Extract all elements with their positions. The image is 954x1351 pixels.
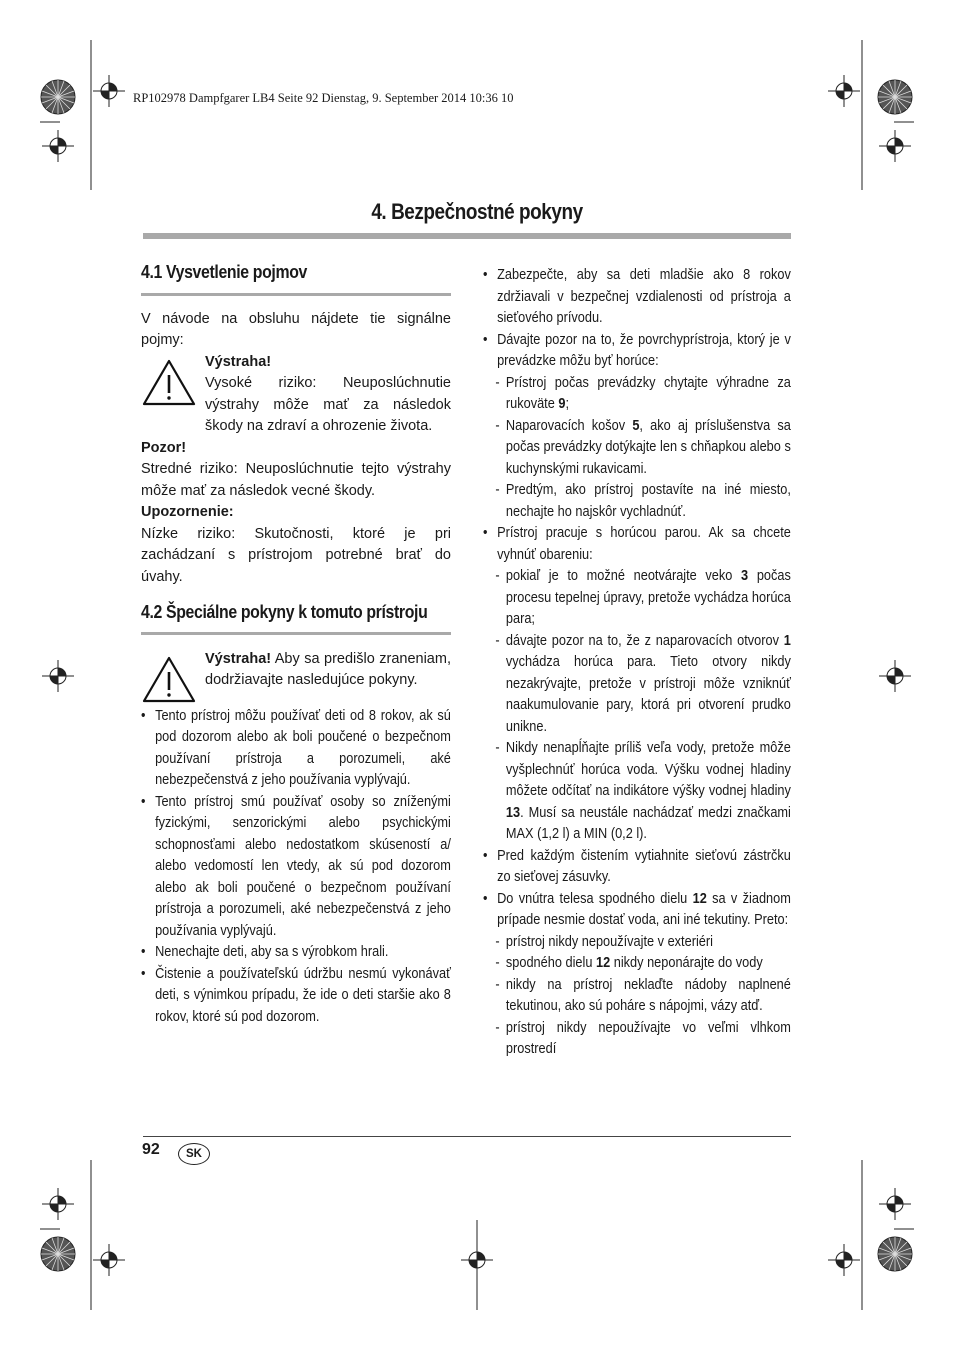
list-item: • Do vnútra telesa spodného dielu 12 sa v žiadnom prípade nesmie dostať voda, ani iné tekutiny. Preto:	[483, 889, 791, 932]
s41-warning-label: Výstraha!	[205, 353, 272, 370]
title-rule	[143, 233, 791, 239]
left-column	[141, 262, 451, 1028]
s41-note-text: Nízke riziko: Skutočnosti, ktoré je pri zachádzaní s prístrojom potrebné brať do úvahy.	[141, 525, 451, 585]
section-4-2-heading: 4.2 Špeciálne pokyny k tomuto prístroju	[141, 602, 428, 622]
list-item: • Nenechajte deti, aby sa s výrobkom hrali.	[141, 942, 451, 964]
list-subitem: - prístroj nikdy nepoužívajte v exteriéri	[483, 932, 791, 954]
warning-triangle-icon	[141, 358, 197, 408]
list-subitem: - nikdy na prístroj neklaďte nádoby naplnené tekutinou, ako sú poháre s nápojmi, vázy atď.	[483, 975, 791, 1018]
warning-triangle-icon	[141, 655, 197, 705]
s42-bullet-list	[141, 706, 451, 1029]
right-column	[483, 265, 791, 1061]
s42-warning-label: Výstraha!	[205, 650, 272, 667]
list-item: • Zabezpečte, aby sa deti mladšie ako 8 rokov zdržiavali v bezpečnej vzdialenosti od prístroja a sieťového prívodu.	[483, 265, 791, 330]
list-subitem: - spodného dielu 12 nikdy neponárajte do vody	[483, 953, 791, 975]
list-item: • Tento prístroj smú používať osoby so zníženými fyzickými, senzorickými alebo psychickými schopnosťami alebo nedostatkom skúseností a/ alebo vedomostí len vtedy, ak sú pod dozorom alebo ak boli poučené o bezpečnom používaní prístroja a porozumeli, aké nebezpečenstvá z jeho používania vyplývajú.	[141, 792, 451, 943]
section-4-1-heading: 4.1 Vysvetlenie pojmov	[141, 262, 307, 282]
footer-rule	[143, 1136, 791, 1137]
list-subitem: - Nikdy nenapĺňajte príliš veľa vody, pretože môže vyšplechnúť horúca voda. Výšku vodnej hladiny môžete odčítať na indikátore výšky vodnej hladiny 13. Musí sa neustále nachádzať medzi značkami MAX (1,2 l) a MIN (0,2 l).	[483, 738, 791, 846]
list-subitem: - Predtým, ako prístroj postavíte na iné miesto, nechajte ho najskôr vychladnúť.	[483, 480, 791, 523]
list-item: • Prístroj pracuje s horúcou parou. Ak sa chcete vyhnúť obareniu:	[483, 523, 791, 566]
s41-caution-label: Pozor!	[141, 439, 187, 456]
list-item: • Dávajte pozor na to, že povrchyprístroja, ktorý je v prevádzke môžu byť horúce:	[483, 330, 791, 373]
list-item: • Pred každým čistením vytiahnite sieťovú zástrčku zo sieťovej zásuvky.	[483, 846, 791, 889]
list-subitem: - Prístroj počas prevádzky chytajte výhradne za rukoväte 9;	[483, 373, 791, 416]
list-subitem: - prístroj nikdy nepoužívajte vo veľmi vlhkom prostredí	[483, 1018, 791, 1061]
page-title: 4. Bezpečnostné pokyny	[371, 199, 583, 224]
section-rule	[141, 632, 451, 635]
list-item: • Tento prístroj môžu používať deti od 8 rokov, ak sú pod dozorom alebo ak boli poučené o bezpečnom používaní prístroja a porozumeli, aké nebezpečenstvá z jeho používania vyplývajú.	[141, 706, 451, 792]
s41-warning-text: Vysoké riziko: Neuposlúchnutie výstrahy môže mať za následok škody na zdraví a ohrozenie života.	[205, 375, 451, 434]
s41-intro: V návode na obsluhu nájdete tie signálne pojmy:	[141, 310, 451, 348]
warning-block	[141, 649, 451, 705]
list-subitem: - Naparovacích košov 5, ako aj príslušenstva sa počas prevádzky dotýkajte len s chňapkou alebo s kuchynskými rukavicami.	[483, 416, 791, 481]
language-badge: SK	[178, 1143, 210, 1165]
warning-block	[141, 352, 451, 438]
s42-warning-text: Aby sa predišlo zraneniam, dodržiavajte nasledujúce pokyny.	[205, 650, 451, 688]
section-rule	[141, 293, 451, 296]
s41-caution-text: Stredné riziko: Neuposlúchnutie tejto výstrahy môže mať za následok vecné škody.	[141, 461, 451, 499]
page-number: 92	[142, 1141, 160, 1158]
list-subitem: - dávajte pozor na to, že z naparovacích otvorov 1 vychádza horúca para. Tieto otvory nikdy nezakrývajte, pretože v prístroji môže vzniknúť naakumulovanie pary, ktorá pri otvorení prudko unikne.	[483, 631, 791, 739]
s41-note-label: Upozornenie:	[141, 504, 234, 520]
list-item: • Čistenie a používateľskú údržbu nesmú vykonávať deti, s výnimkou prípadu, že ide o deti staršie ako 8 rokov, ktoré sú pod dozorom.	[141, 964, 451, 1029]
print-header: RP102978 Dampfgarer LB4 Seite 92 Dienstag, 9. September 2014 10:36 10	[133, 91, 514, 105]
list-subitem: - pokiaľ je to možné neotvárajte veko 3 počas procesu tepelnej úpravy, pretože vychádza horúca para;	[483, 566, 791, 631]
